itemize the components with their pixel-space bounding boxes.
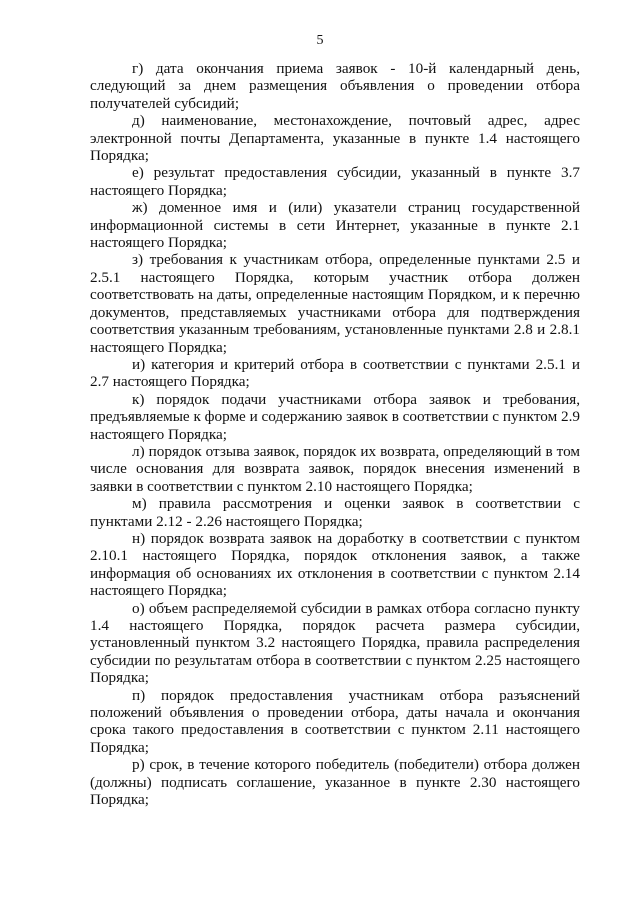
paragraph-l: л) порядок отзыва заявок, порядок их возврата, определяющий в том числе основания для возврата заявок, порядок внесения изменений в заявки в соответствии с пунктом 2.10 настоящего Порядка;	[90, 442, 580, 495]
paragraph-o: о) объем распределяемой субсидии в рамках отбора согласно пункту 1.4 настоящего Порядка, порядок расчета размера субсидии, установленный пунктом 3.2 настоящего Порядка, правила распределения субсидии по результатам отбора в соответствии с пунктом 2.25 настоящего Порядка;	[90, 599, 580, 687]
paragraph-e: е) результат предоставления субсидии, указанный в пункте 3.7 настоящего Порядка;	[90, 164, 580, 199]
paragraph-n: н) порядок возврата заявок на доработку в соответствии с пунктом 2.10.1 настоящего Порядка, порядок отклонения заявок, а также информация об основаниях их отклонения в соответствии с пунктом 2.14 настоящего Порядка;	[90, 529, 580, 600]
paragraph-m: м) правила рассмотрения и оценки заявок в соответствии с пунктами 2.12 - 2.26 настоящего Порядка;	[90, 495, 580, 530]
paragraph-z: з) требования к участникам отбора, определенные пунктами 2.5 и 2.5.1 настоящего Порядка, которым участник отбора должен соответствовать на даты, определенные настоящим Порядком, и к перечню документов, представляемых участниками отбора для подтверждения соответствия указанным требованиям, установленные пунктами 2.8 и 2.8.1 настоящего Порядка;	[90, 251, 580, 356]
document-body	[90, 60, 580, 808]
paragraph-p: п) порядок предоставления участникам отбора разъяснений положений объявления о проведении отбора, даты начала и окончания срока такого предоставления в соответствии с пунктом 2.11 настоящего Порядка;	[90, 686, 580, 756]
paragraph-i: и) категория и критерий отбора в соответствии с пунктами 2.5.1 и 2.7 настоящего Порядка;	[90, 355, 580, 391]
paragraph-zh: ж) доменное имя и (или) указатели страниц государственной информационной системы в сети Интернет, указанные в пункте 2.1 настоящего Порядка;	[90, 199, 580, 252]
paragraph-r: р) срок, в течение которого победитель (победители) отбора должен (должны) подписать соглашение, указанное в пункте 2.30 настоящего Порядка;	[90, 756, 580, 809]
paragraph-k: к) порядок подачи участниками отбора заявок и требования, предъявляемые к форме и содержанию заявок в соответствии с пунктом 2.9 настоящего Порядка;	[90, 390, 580, 443]
page-number: 5	[316, 33, 324, 48]
paragraph-d: д) наименование, местонахождение, почтовый адрес, адрес электронной почты Департамента, указанные в пункте 1.4 настоящего Порядка;	[90, 112, 580, 165]
paragraph-g: г) дата окончания приема заявок - 10-й календарный день, следующий за днем размещения объявления о проведении отбора получателей субсидий;	[90, 60, 580, 112]
